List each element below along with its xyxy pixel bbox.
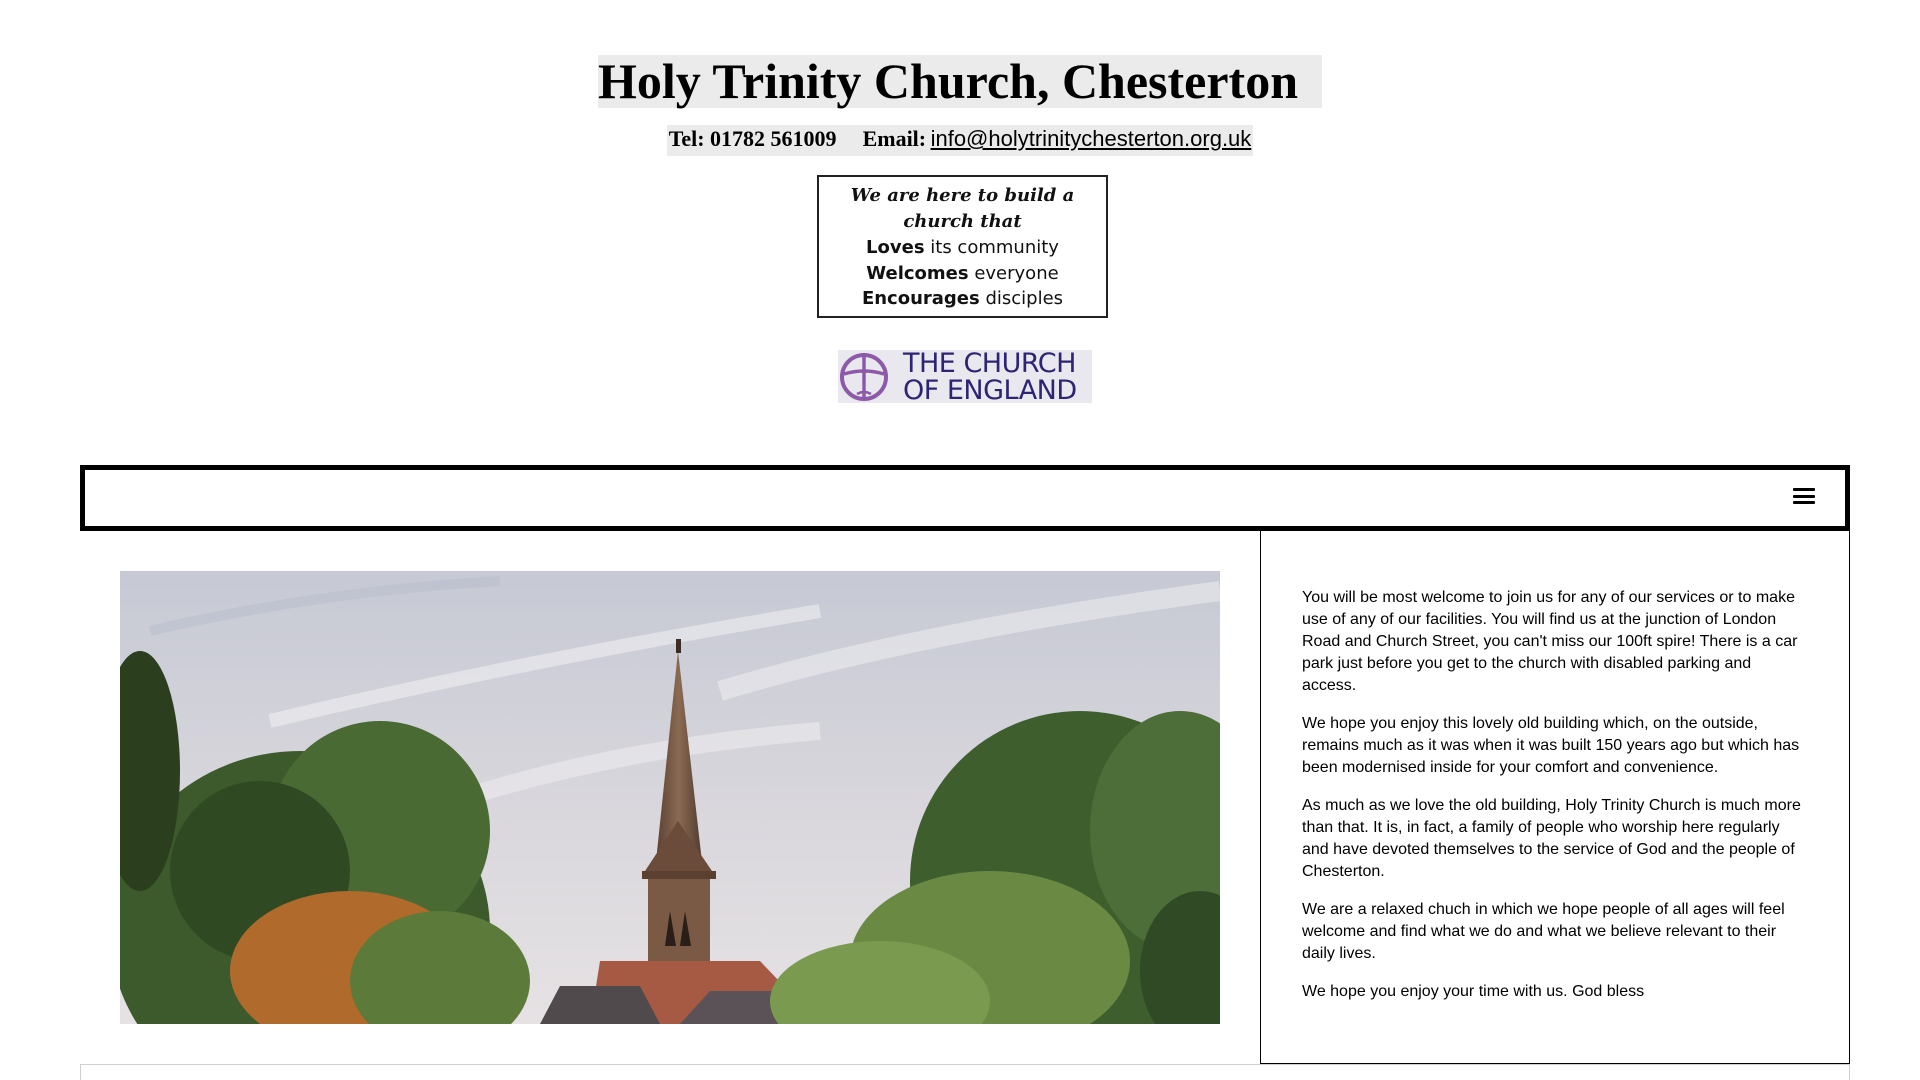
- church-of-england-wordmark: THE CHURCH OF ENGLAND: [903, 348, 1077, 406]
- site-title[interactable]: Holy Trinity Church, Chesterton: [598, 55, 1322, 108]
- footer-section: [80, 1064, 1850, 1080]
- hamburger-menu-icon[interactable]: [1793, 488, 1815, 508]
- welcome-paragraph: We are a relaxed chuch in which we hope people of all ages will feel welcome and find what we do and what we believe relevant to their daily lives.: [1302, 901, 1785, 962]
- church-spire-photo: [120, 571, 1220, 1024]
- mission-line-loves: Loves its community: [866, 237, 1059, 258]
- church-of-england-logo[interactable]: [838, 348, 1092, 406]
- main-navigation: [80, 465, 1850, 531]
- mission-statement-box: [817, 175, 1108, 318]
- mission-line-encourages: Encourages disciples: [861, 288, 1064, 309]
- welcome-paragraph: We hope you enjoy this lovely old building which, on the outside, remains much as it was when it was built 150 years ago but which has been modernised inside for your comfort and convenience.: [1302, 715, 1800, 776]
- welcome-paragraph: You will be most welcome to join us for any of our services or to make use of any of our facilities. You will find us at the junction of London Road and Church Street, you can't miss our 100ft spire! There is a car park just before you get to the church with disabled parking and access.: [1302, 589, 1798, 694]
- church-cross-icon: [838, 350, 891, 403]
- contact-details: [667, 125, 1254, 156]
- contact-bar: [0, 125, 1920, 156]
- welcome-paragraph: As much as we love the old building, Holy Trinity Church is much more than that. It is, in fact, a family of people who worship here regularly and have devoted themselves to the service of God and the people of Chesterton.: [1302, 797, 1801, 880]
- header: [0, 55, 1920, 108]
- welcome-paragraph: We hope you enjoy your time with us. God bless: [1302, 983, 1645, 1000]
- email-link[interactable]: info@holytrinitychesterton.org.uk: [930, 126, 1252, 151]
- email-label: Email:: [862, 126, 927, 151]
- mission-line-welcomes: Welcomes everyone: [866, 262, 1059, 284]
- mission-intro: We are here to build a church that: [850, 185, 1075, 232]
- welcome-text-panel: [1260, 531, 1850, 1064]
- telephone-text: Tel: 01782 561009: [668, 126, 837, 151]
